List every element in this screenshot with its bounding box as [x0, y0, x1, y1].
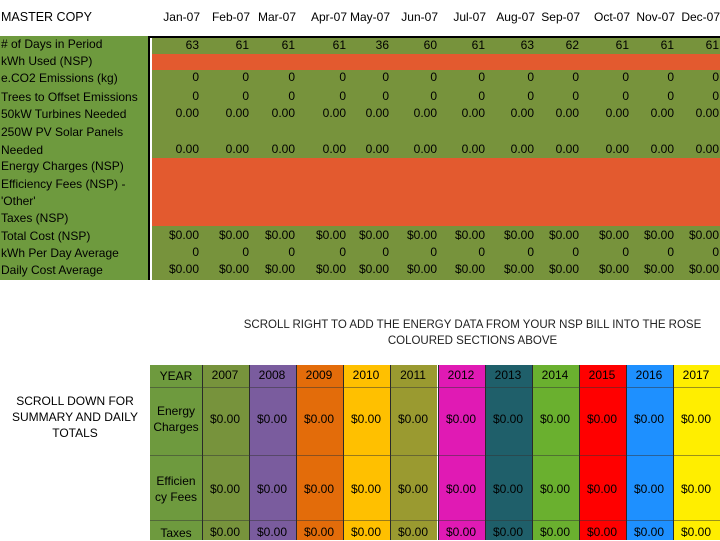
column-divider [626, 365, 627, 540]
cell-kwh-avg[interactable]: 0 [667, 245, 674, 259]
cell-co2[interactable]: 0 [288, 70, 295, 84]
cell-co2[interactable]: 0 [712, 70, 719, 84]
column-divider [249, 365, 250, 540]
cell-total[interactable]: $0.00 [548, 228, 579, 242]
efficiency-label-1: Efficien [156, 474, 196, 488]
column-divider [579, 365, 580, 540]
cell-trees[interactable]: 0 [527, 89, 534, 103]
cell-turbines[interactable]: 0.00 [555, 106, 579, 120]
cell-kwh-avg[interactable]: 0 [242, 245, 249, 259]
sheet-title: MASTER COPY [1, 10, 92, 24]
year-header: 2017 [682, 368, 710, 382]
cell-solar[interactable]: 0.00 [271, 142, 295, 156]
column-divider [296, 365, 297, 540]
cell-total[interactable]: $0.00 [406, 228, 437, 242]
cell-daily-cost[interactable]: $0.00 [358, 262, 389, 276]
year-header: 2016 [635, 368, 663, 382]
cell-days[interactable]: 61 [235, 38, 249, 52]
summary-cell-taxes[interactable]: $0.00 [397, 525, 429, 539]
year-column [532, 365, 579, 540]
summary-cell-taxes[interactable]: $0.00 [303, 525, 335, 539]
cell-turbines[interactable]: 0.00 [225, 106, 249, 120]
summary-cell-taxes[interactable]: $0.00 [633, 525, 665, 539]
month-header: Aug-07 [496, 10, 535, 24]
summary-cell-taxes[interactable]: $0.00 [586, 525, 618, 539]
cell-daily-cost[interactable]: $0.00 [218, 262, 249, 276]
charges-input-band[interactable] [152, 158, 720, 226]
cell-turbines[interactable]: 0.00 [413, 106, 437, 120]
cell-days[interactable]: 61 [471, 38, 485, 52]
month-header: Jul-07 [453, 10, 486, 24]
row-divider [150, 387, 720, 388]
year-column [438, 365, 485, 540]
cell-turbines[interactable]: 0.00 [365, 106, 389, 120]
summary-cell-efficiency[interactable]: $0.00 [586, 482, 618, 496]
year-header: 2013 [494, 368, 522, 382]
column-divider [485, 365, 486, 540]
cell-trees[interactable]: 0 [339, 89, 346, 103]
cell-turbines[interactable]: 0.00 [650, 106, 674, 120]
label-total: Total Cost (NSP) [1, 229, 91, 243]
cell-turbines[interactable]: 0.00 [175, 106, 199, 120]
year-header: 2010 [352, 368, 380, 382]
cell-daily-cost[interactable]: $0.00 [503, 262, 534, 276]
summary-cell-efficiency[interactable]: $0.00 [445, 482, 477, 496]
summary-cell-efficiency[interactable]: $0.00 [539, 482, 571, 496]
year-column [202, 365, 249, 540]
cell-days[interactable]: 61 [660, 38, 674, 52]
label-solar-1: 250W PV Solar Panels [1, 125, 124, 139]
cell-kwh-avg[interactable]: 0 [382, 245, 389, 259]
scroll-down-line-2: SUMMARY AND DAILY [11, 410, 139, 424]
cell-daily-cost[interactable]: $0.00 [688, 262, 719, 276]
cell-co2[interactable]: 0 [527, 70, 534, 84]
label-turbines: 50kW Turbines Needed [1, 107, 127, 121]
summary-cell-energy[interactable]: $0.00 [303, 412, 335, 426]
label-co2: e.CO2 Emissions (kg) [1, 71, 118, 85]
month-header: Apr-07 [310, 10, 347, 24]
cell-co2[interactable]: 0 [339, 70, 346, 84]
summary-cell-energy[interactable]: $0.00 [492, 412, 524, 426]
cell-kwh-avg[interactable]: 0 [572, 245, 579, 259]
column-divider [390, 365, 391, 540]
header-row [0, 0, 720, 36]
year-header: 2009 [305, 368, 333, 382]
summary-cell-taxes[interactable]: $0.00 [350, 525, 382, 539]
summary-cell-energy[interactable]: $0.00 [209, 412, 241, 426]
label-energy: Energy Charges (NSP) [1, 159, 124, 173]
cell-total[interactable]: $0.00 [503, 228, 534, 242]
cell-total[interactable]: $0.00 [168, 228, 199, 242]
cell-trees[interactable]: 0 [572, 89, 579, 103]
kwh-input-band[interactable] [152, 54, 720, 70]
month-header: Oct-07 [593, 10, 630, 24]
cell-daily-cost[interactable]: $0.00 [264, 262, 295, 276]
cell-kwh-avg[interactable]: 0 [478, 245, 485, 259]
cell-co2[interactable]: 0 [667, 70, 674, 84]
cell-days[interactable]: 63 [520, 38, 534, 52]
cell-daily-cost[interactable]: $0.00 [548, 262, 579, 276]
cell-daily-cost[interactable]: $0.00 [454, 262, 485, 276]
month-header: Jun-07 [401, 10, 438, 24]
cell-trees[interactable]: 0 [478, 89, 485, 103]
summary-cell-energy[interactable]: $0.00 [539, 412, 571, 426]
cell-days[interactable]: 61 [281, 38, 295, 52]
energy-label-2: Charges [153, 420, 199, 434]
cell-solar[interactable]: 0.00 [695, 142, 719, 156]
year-column [485, 365, 532, 540]
month-header: Feb-07 [211, 10, 250, 24]
cell-daily-cost[interactable]: $0.00 [598, 262, 629, 276]
summary-cell-energy[interactable]: $0.00 [586, 412, 618, 426]
year-header: 2012 [447, 368, 475, 382]
month-header: Jan-07 [163, 10, 200, 24]
cell-turbines[interactable]: 0.00 [510, 106, 534, 120]
cell-solar[interactable]: 0.00 [555, 142, 579, 156]
cell-days[interactable]: 61 [615, 38, 629, 52]
label-kwh: kWh Used (NSP) [1, 54, 93, 68]
cell-total[interactable]: $0.00 [454, 228, 485, 242]
cell-trees[interactable]: 0 [430, 89, 437, 103]
cell-trees[interactable]: 0 [192, 89, 199, 103]
year-column [390, 365, 437, 540]
cell-total[interactable]: $0.00 [643, 228, 674, 242]
scroll-down-instruction [0, 393, 150, 441]
instruction-line-2: COLOURED SECTIONS ABOVE [387, 335, 558, 347]
cell-total[interactable]: $0.00 [598, 228, 629, 242]
summary-cell-energy[interactable]: $0.00 [350, 412, 382, 426]
cell-turbines[interactable]: 0.00 [461, 106, 485, 120]
summary-cell-efficiency[interactable]: $0.00 [492, 482, 524, 496]
cell-solar[interactable]: 0.00 [225, 142, 249, 156]
cell-solar[interactable]: 0.00 [510, 142, 534, 156]
cell-co2[interactable]: 0 [430, 70, 437, 84]
column-divider [343, 365, 344, 540]
summary-cell-taxes[interactable]: $0.00 [680, 525, 712, 539]
cell-days[interactable]: 60 [423, 38, 437, 52]
summary-label-column [150, 365, 202, 540]
summary-cell-energy[interactable]: $0.00 [445, 412, 477, 426]
cell-kwh-avg[interactable]: 0 [712, 245, 719, 259]
cell-total[interactable]: $0.00 [264, 228, 295, 242]
scroll-down-line-3: TOTALS [52, 426, 98, 440]
summary-cell-efficiency[interactable]: $0.00 [303, 482, 335, 496]
cell-solar[interactable]: 0.00 [461, 142, 485, 156]
cell-kwh-avg[interactable]: 0 [622, 245, 629, 259]
year-column [249, 365, 296, 540]
summary-cell-taxes[interactable]: $0.00 [492, 525, 524, 539]
year-label: YEAR [159, 369, 193, 383]
cell-trees[interactable]: 0 [382, 89, 389, 103]
summary-cell-taxes[interactable]: $0.00 [539, 525, 571, 539]
cell-solar[interactable]: 0.00 [413, 142, 437, 156]
column-divider [532, 365, 533, 540]
cell-days[interactable]: 62 [565, 38, 579, 52]
year-column [626, 365, 673, 540]
label-efficiency-2: 'Other' [1, 194, 36, 208]
cell-total[interactable]: $0.00 [218, 228, 249, 242]
cell-trees[interactable]: 0 [622, 89, 629, 103]
cell-days[interactable]: 63 [185, 38, 199, 52]
cell-total[interactable]: $0.00 [358, 228, 389, 242]
summary-cell-energy[interactable]: $0.00 [256, 412, 288, 426]
summary-cell-energy[interactable]: $0.00 [397, 412, 429, 426]
month-header: Nov-07 [636, 10, 675, 24]
cell-kwh-avg[interactable]: 0 [430, 245, 437, 259]
summary-cell-energy[interactable]: $0.00 [633, 412, 665, 426]
label-kwh-avg: kWh Per Day Average [1, 246, 119, 260]
cell-co2[interactable]: 0 [192, 70, 199, 84]
year-header: 2014 [541, 368, 569, 382]
cell-days[interactable]: 61 [332, 38, 346, 52]
cell-kwh-avg[interactable]: 0 [339, 245, 346, 259]
cell-co2[interactable]: 0 [242, 70, 249, 84]
summary-cell-efficiency[interactable]: $0.00 [633, 482, 665, 496]
cell-co2[interactable]: 0 [478, 70, 485, 84]
summary-cell-taxes[interactable]: $0.00 [445, 525, 477, 539]
year-column [673, 365, 720, 540]
scroll-down-line-1: SCROLL DOWN FOR [16, 394, 134, 408]
column-divider [438, 365, 439, 540]
cell-solar[interactable]: 0.00 [650, 142, 674, 156]
label-trees: Trees to Offset Emissions [1, 90, 138, 104]
summary-cell-efficiency[interactable]: $0.00 [680, 482, 712, 496]
cell-trees[interactable]: 0 [712, 89, 719, 103]
efficiency-label-2: cy Fees [154, 490, 197, 504]
month-header: Dec-07 [681, 10, 720, 24]
row-divider [150, 455, 720, 456]
cell-kwh-avg[interactable]: 0 [527, 245, 534, 259]
cell-daily-cost[interactable]: $0.00 [406, 262, 437, 276]
cell-solar[interactable]: 0.00 [322, 142, 346, 156]
label-days: # of Days in Period [1, 37, 103, 51]
year-column [579, 365, 626, 540]
cell-total[interactable]: $0.00 [688, 228, 719, 242]
summary-cell-taxes[interactable]: $0.00 [209, 525, 241, 539]
year-header: 2007 [211, 368, 239, 382]
label-solar-2: Needed [1, 143, 44, 157]
year-header: 2011 [400, 368, 426, 382]
cell-trees[interactable]: 0 [288, 89, 295, 103]
cell-daily-cost[interactable]: $0.00 [315, 262, 346, 276]
summary-cell-efficiency[interactable]: $0.00 [209, 482, 241, 496]
cell-solar[interactable]: 0.00 [175, 142, 199, 156]
year-header: 2015 [588, 368, 616, 382]
cell-solar[interactable]: 0.00 [365, 142, 389, 156]
cell-turbines[interactable]: 0.00 [605, 106, 629, 120]
cell-kwh-avg[interactable]: 0 [192, 245, 199, 259]
label-daily-cost: Daily Cost Average [1, 263, 103, 277]
energy-label-1: Energy [156, 404, 196, 418]
month-header: Sep-07 [541, 10, 580, 24]
instruction-line-1: SCROLL RIGHT TO ADD THE ENERGY DATA FROM YOUR NSP BILL INTO THE ROSE [243, 319, 702, 331]
cell-kwh-avg[interactable]: 0 [288, 245, 295, 259]
cell-turbines[interactable]: 0.00 [322, 106, 346, 120]
cell-turbines[interactable]: 0.00 [695, 106, 719, 120]
year-column [343, 365, 390, 540]
row-label-column [0, 36, 150, 280]
cell-total[interactable]: $0.00 [315, 228, 346, 242]
cell-trees[interactable]: 0 [242, 89, 249, 103]
cell-daily-cost[interactable]: $0.00 [168, 262, 199, 276]
cell-turbines[interactable]: 0.00 [271, 106, 295, 120]
cell-solar[interactable]: 0.00 [605, 142, 629, 156]
taxes-label: Taxes [160, 526, 192, 540]
label-efficiency-1: Efficiency Fees (NSP) - [1, 177, 126, 191]
year-header: 2008 [258, 368, 286, 382]
cell-co2[interactable]: 0 [622, 70, 629, 84]
column-divider [202, 365, 203, 540]
month-header: May-07 [349, 10, 390, 24]
cell-co2[interactable]: 0 [572, 70, 579, 84]
month-header: Mar-07 [257, 10, 296, 24]
scroll-right-instruction [225, 317, 720, 349]
column-divider [673, 365, 674, 540]
label-taxes: Taxes (NSP) [1, 211, 69, 225]
cell-daily-cost[interactable]: $0.00 [643, 262, 674, 276]
cell-trees[interactable]: 0 [667, 89, 674, 103]
summary-cell-taxes[interactable]: $0.00 [256, 525, 288, 539]
year-column [296, 365, 343, 540]
cell-co2[interactable]: 0 [382, 70, 389, 84]
cell-days[interactable]: 61 [705, 38, 719, 52]
summary-cell-efficiency[interactable]: $0.00 [397, 482, 429, 496]
summary-cell-efficiency[interactable]: $0.00 [350, 482, 382, 496]
row-divider [150, 520, 720, 521]
cell-days[interactable]: 36 [375, 38, 389, 52]
summary-cell-efficiency[interactable]: $0.00 [256, 482, 288, 496]
summary-cell-energy[interactable]: $0.00 [680, 412, 712, 426]
